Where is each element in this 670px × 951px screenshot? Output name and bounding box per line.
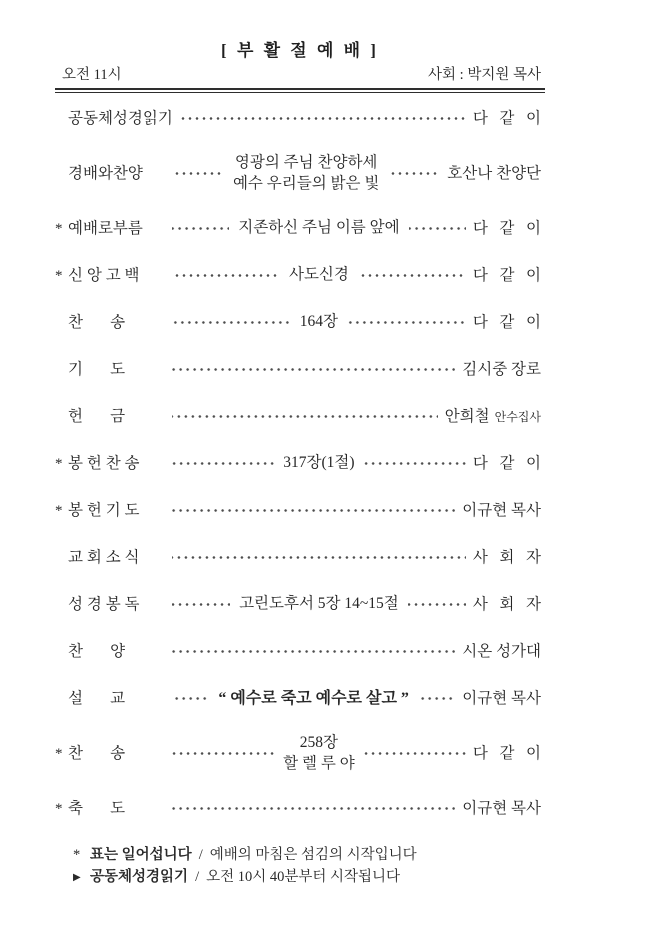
- dotted-leader: [358, 273, 466, 278]
- program-item-name: 성 경 봉 독: [68, 595, 140, 613]
- dotted-leader: [388, 171, 440, 176]
- dotted-leader: [409, 226, 466, 231]
- program-item-name: 헌 금: [68, 407, 126, 425]
- triangle-marker: ▶: [73, 872, 81, 883]
- footnote-stand: [73, 844, 545, 866]
- program-item-detail: 258장 할 렐 루 야: [283, 734, 355, 772]
- dotted-leader: [408, 602, 466, 607]
- program-row: [55, 440, 541, 487]
- dotted-leader: [347, 320, 466, 325]
- program-item-name: 경배와찬양: [68, 164, 143, 182]
- dotted-leader: [172, 367, 455, 372]
- program-item-name: 공동체성경읽기: [68, 109, 173, 127]
- program-item-name: 기 도: [68, 360, 126, 378]
- program-row: [55, 722, 541, 785]
- dotted-leader: [172, 602, 230, 607]
- footnote-separator: /: [195, 869, 200, 885]
- program-item-person: 다 같 이: [472, 744, 542, 762]
- dotted-leader: [172, 696, 209, 701]
- dotted-leader: [172, 751, 274, 756]
- program-item-name: 봉 헌 기 도: [68, 501, 140, 519]
- stand-marker: *: [55, 800, 63, 817]
- program-item-detail: 사도신경: [288, 266, 349, 284]
- mc-label: 사회 : 박지원 목사: [428, 67, 541, 83]
- dotted-leader: [364, 751, 466, 756]
- program-item-name: 신 앙 고 백: [68, 266, 140, 284]
- dotted-leader: [172, 171, 224, 176]
- program-row: [55, 534, 541, 581]
- program-item-person: 다 같 이: [472, 454, 542, 472]
- footnote-bold-text: 표는 일어섭니다: [90, 847, 192, 863]
- program-item-person: 이규현 목사: [462, 689, 541, 707]
- dotted-leader: [172, 320, 291, 325]
- program-item-person: 사 회 자: [472, 595, 541, 613]
- asterisk-marker: *: [73, 847, 81, 863]
- program-row: [55, 487, 541, 534]
- program-item-name: 찬 송: [68, 313, 126, 331]
- program-item-detail: 고린도후서 5장 14~15절: [239, 595, 399, 613]
- program-item-person: 사 회 자: [472, 548, 541, 566]
- program-item-person: 다 같 이: [472, 109, 541, 127]
- program-item-detail: 지존하신 주님 이름 앞에: [238, 219, 400, 237]
- footnote-separator: /: [198, 847, 203, 863]
- program-row: [55, 675, 541, 722]
- program-item-name: 교 회 소 식: [68, 548, 140, 566]
- program-item-detail: “ 예수로 죽고 예수로 살고 ”: [218, 689, 409, 707]
- program-row: [55, 346, 541, 393]
- program-item-name: 설 교: [68, 689, 126, 707]
- program-item-person: 다 같 이: [472, 219, 541, 237]
- program-item-name: 찬 송: [68, 744, 126, 762]
- program-item-person: 다 같 이: [472, 266, 542, 284]
- dotted-leader: [180, 116, 466, 121]
- program-row: [55, 252, 541, 299]
- program-item-detail: 영광의 주님 찬양하세 예수 우리들의 밝은 빛: [232, 154, 380, 192]
- footnote-text: 예배의 마침은 섬김의 시작입니다: [209, 847, 417, 863]
- stand-marker: *: [55, 455, 63, 472]
- program-row: [55, 785, 541, 832]
- program-item-person: 이규현 목사: [462, 799, 541, 817]
- program-row: [55, 581, 541, 628]
- program-item-person: 호산나 찬양단: [447, 164, 542, 182]
- program-item-person: 시온 성가대: [462, 642, 541, 660]
- program-item-person: 이규현 목사: [462, 501, 541, 519]
- program-row: [55, 299, 541, 346]
- program-list: [55, 95, 545, 832]
- stand-marker: *: [55, 502, 63, 519]
- program-item-name: 봉 헌 찬 송: [68, 454, 140, 472]
- program-item-person: 다 같 이: [472, 313, 541, 331]
- dotted-leader: [172, 555, 466, 560]
- page-title: [ 부 활 절 예 배 ]: [221, 41, 379, 60]
- subheader: [55, 66, 545, 85]
- stand-marker: *: [55, 745, 63, 762]
- dotted-leader: [172, 461, 274, 466]
- footnote-bible-reading: [73, 866, 545, 890]
- dotted-leader: [418, 696, 455, 701]
- dotted-leader: [172, 273, 280, 278]
- dotted-leader: [172, 806, 455, 811]
- program-row: [55, 205, 541, 252]
- stand-marker: *: [55, 267, 63, 284]
- footnotes: [55, 844, 545, 890]
- program-item-name: 축 도: [68, 799, 126, 817]
- dotted-leader: [172, 508, 455, 513]
- dotted-leader: [364, 461, 466, 466]
- program-item-name: 예배로부름: [68, 219, 143, 237]
- program-item-person: 김시중 장로: [462, 360, 541, 378]
- program-item-detail: 317장(1절): [283, 454, 355, 472]
- program-item-detail: 164장: [299, 313, 339, 331]
- header-double-rule: [55, 88, 545, 93]
- program-row: [55, 142, 541, 205]
- program-row: [55, 95, 541, 142]
- service-time: 오전 11시: [62, 67, 122, 83]
- program-item-person: 안희철: [444, 407, 490, 425]
- footnote-bold-text: 공동체성경읽기: [90, 869, 189, 885]
- dotted-leader: [172, 414, 438, 419]
- footnote-text: 오전 10시 40분부터 시작됩니다: [206, 869, 401, 885]
- program-item-name: 찬 양: [68, 642, 126, 660]
- dotted-leader: [172, 226, 229, 231]
- stand-marker: *: [55, 220, 63, 237]
- dotted-leader: [172, 649, 455, 654]
- program-row: [55, 628, 541, 675]
- program-row: [55, 393, 541, 440]
- program-item-person-title: 안수집사: [494, 409, 541, 424]
